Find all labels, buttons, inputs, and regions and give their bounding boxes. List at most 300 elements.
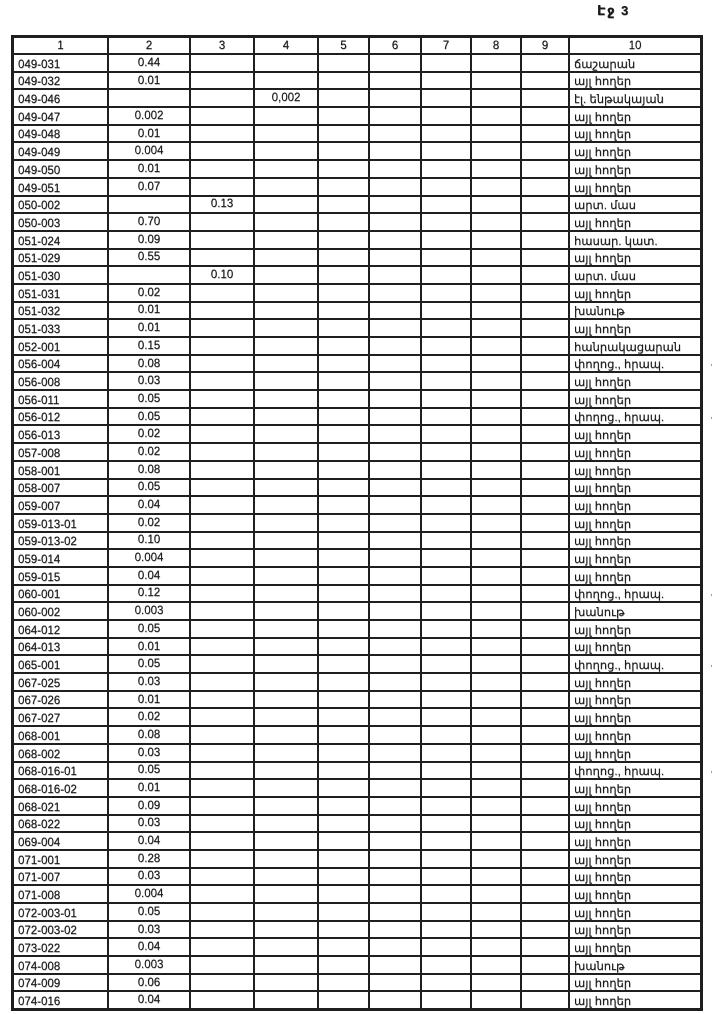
area-value-cell [254,142,318,160]
parcel-code-cell: 051-033 [13,319,108,337]
empty-cell [318,372,369,390]
column-header: 8 [471,37,521,54]
empty-cell [521,673,569,691]
empty-cell [421,302,471,320]
area-value-cell [190,249,254,267]
land-use-cell: այլ հողեր [569,425,701,443]
area-value-cell: 0.04 [108,832,190,850]
empty-cell [369,390,421,408]
area-value-cell [254,655,318,673]
area-value-cell [190,319,254,337]
area-value-cell: 0.09 [108,231,190,249]
table-row [13,885,701,903]
table-row [13,762,701,780]
land-use-cell: այլ հողեր [569,921,701,939]
table-row [13,302,701,320]
empty-cell [471,319,521,337]
empty-cell [421,443,471,461]
empty-cell [318,885,369,903]
area-value-cell [254,602,318,620]
column-header: 3 [190,37,254,54]
empty-cell [421,178,471,196]
area-value-cell [190,726,254,744]
area-value-cell [254,691,318,709]
table-row [13,196,701,214]
empty-cell [421,815,471,833]
empty-cell [421,337,471,355]
table-row [13,744,701,762]
parcel-code-cell: 059-013-01 [13,514,108,532]
area-value-cell [254,408,318,426]
empty-cell [318,408,369,426]
empty-cell [318,655,369,673]
empty-cell [318,638,369,656]
empty-cell [369,160,421,178]
parcel-code-cell: 058-001 [13,461,108,479]
parcel-code-cell: 050-003 [13,213,108,231]
area-value-cell [254,302,318,320]
area-value-cell: 0.08 [108,726,190,744]
parcel-code-cell: 067-026 [13,691,108,709]
parcel-code-cell: 064-012 [13,620,108,638]
empty-cell [369,602,421,620]
area-value-cell [108,266,190,284]
empty-cell [318,479,369,497]
table-row [13,390,701,408]
area-value-cell [190,956,254,974]
parcel-code-cell: 065-001 [13,655,108,673]
area-value-cell [190,974,254,992]
area-value-cell [190,337,254,355]
table-row [13,319,701,337]
table-body [13,54,701,1009]
empty-cell [471,797,521,815]
table-row [13,567,701,585]
land-use-cell: այլ հողեր [569,213,701,231]
area-value-cell [254,178,318,196]
parcel-code-cell: 071-008 [13,885,108,903]
area-value-cell [190,567,254,585]
empty-cell [421,691,471,709]
empty-cell [421,461,471,479]
empty-cell [421,125,471,143]
land-use-cell: այլ հողեր [569,514,701,532]
land-use-cell: փողոց., հրապ. [569,655,701,673]
area-value-cell: 0.03 [108,815,190,833]
land-use-cell: արտ. մաս [569,266,701,284]
empty-cell [369,479,421,497]
area-value-cell [190,655,254,673]
table-row [13,779,701,797]
land-use-cell: այլ հողեր [569,479,701,497]
table-row [13,620,701,638]
land-use-cell: այլ հողեր [569,708,701,726]
parcel-code-cell: 059-014 [13,549,108,567]
table-row [13,372,701,390]
land-use-cell: այլ հողեր [569,885,701,903]
area-value-cell [254,372,318,390]
area-value-cell [190,815,254,833]
area-value-cell: 0.08 [108,355,190,373]
parcel-code-cell: 059-007 [13,496,108,514]
empty-cell [471,850,521,868]
empty-cell [521,142,569,160]
empty-cell [369,196,421,214]
area-value-cell [190,125,254,143]
empty-cell [471,355,521,373]
area-value-cell [190,744,254,762]
empty-cell [521,302,569,320]
table-row [13,249,701,267]
empty-cell [318,213,369,231]
empty-cell [521,231,569,249]
empty-cell [369,72,421,90]
empty-cell [471,178,521,196]
empty-cell [318,532,369,550]
area-value-cell: 0.05 [108,903,190,921]
empty-cell [421,479,471,497]
area-value-cell [190,638,254,656]
area-value-cell: 0.01 [108,125,190,143]
empty-cell [521,956,569,974]
parcel-code-cell: 056-004 [13,355,108,373]
empty-cell [471,514,521,532]
empty-cell [471,885,521,903]
area-value-cell: 0.28 [108,850,190,868]
area-value-cell: 0.003 [108,602,190,620]
empty-cell [369,832,421,850]
area-value-cell: 0.05 [108,655,190,673]
empty-cell [471,938,521,956]
empty-cell [369,372,421,390]
land-use-cell: հասար. կատ. [569,231,701,249]
empty-cell [318,938,369,956]
area-value-cell [190,797,254,815]
empty-cell [521,708,569,726]
empty-cell [369,54,421,72]
empty-cell [318,850,369,868]
area-value-cell [254,355,318,373]
area-value-cell [254,284,318,302]
area-value-cell [190,390,254,408]
table-row [13,903,701,921]
area-value-cell [254,390,318,408]
area-value-cell [254,72,318,90]
area-value-cell [254,514,318,532]
empty-cell [471,443,521,461]
empty-cell [318,249,369,267]
land-use-cell: էլ. ենթակայան [569,89,701,107]
land-use-cell: այլ հողեր [569,620,701,638]
land-use-cell: այլ հողեր [569,974,701,992]
empty-cell [318,991,369,1009]
table-row [13,355,701,373]
table-row [13,532,701,550]
empty-cell [521,832,569,850]
empty-cell [471,726,521,744]
empty-cell [471,567,521,585]
empty-cell [471,89,521,107]
area-value-cell [254,496,318,514]
land-use-cell: փողոց., հրապ. [569,585,701,603]
area-value-cell [254,638,318,656]
area-value-cell: 0.06 [108,974,190,992]
empty-cell [521,691,569,709]
empty-cell [318,762,369,780]
empty-cell [318,868,369,886]
table-row [13,178,701,196]
empty-cell [421,514,471,532]
empty-cell [369,938,421,956]
parcel-code-cell: 071-001 [13,850,108,868]
parcel-code-cell: 049-048 [13,125,108,143]
empty-cell [471,921,521,939]
area-value-cell: 0.02 [108,443,190,461]
land-use-cell: հանրակացարան [569,337,701,355]
table-row [13,337,701,355]
area-value-cell: 0.01 [108,160,190,178]
land-use-cell: այլ հողեր [569,815,701,833]
empty-cell [369,302,421,320]
page-number-label: Էջ 3 [597,3,630,18]
empty-cell [369,655,421,673]
empty-cell [421,266,471,284]
parcel-code-cell: 052-001 [13,337,108,355]
parcel-code-cell: 068-002 [13,744,108,762]
empty-cell [521,372,569,390]
table-row [13,655,701,673]
empty-cell [471,585,521,603]
empty-cell [369,549,421,567]
empty-cell [521,89,569,107]
area-value-cell: 0.002 [108,107,190,125]
land-use-cell: այլ հողեր [569,160,701,178]
area-value-cell [190,585,254,603]
empty-cell [318,832,369,850]
empty-cell [521,726,569,744]
area-value-cell [254,567,318,585]
land-use-cell: այլ հողեր [569,372,701,390]
empty-cell [421,602,471,620]
land-use-cell: այլ հողեր [569,549,701,567]
empty-cell [521,54,569,72]
table-row [13,461,701,479]
area-value-cell: 0.004 [108,549,190,567]
area-value-cell: 0,002 [254,89,318,107]
empty-cell [318,956,369,974]
area-value-cell [108,89,190,107]
empty-cell [369,496,421,514]
table-row [13,708,701,726]
empty-cell [318,425,369,443]
empty-cell [421,850,471,868]
empty-cell [471,956,521,974]
table-row [13,549,701,567]
parcel-code-cell: 068-016-02 [13,779,108,797]
empty-cell [369,532,421,550]
area-value-cell [190,938,254,956]
empty-cell [369,815,421,833]
empty-cell [421,231,471,249]
empty-cell [369,355,421,373]
column-header: 5 [318,37,369,54]
column-header: 10 [569,37,701,54]
empty-cell [421,249,471,267]
empty-cell [318,231,369,249]
area-value-cell [190,885,254,903]
column-header: 9 [521,37,569,54]
parcel-code-cell: 049-051 [13,178,108,196]
empty-cell [521,249,569,267]
area-value-cell: 0.02 [108,514,190,532]
table-row [13,974,701,992]
empty-cell [471,302,521,320]
empty-cell [421,372,471,390]
empty-cell [521,425,569,443]
area-value-cell: 0.04 [108,991,190,1009]
area-value-cell [254,708,318,726]
parcel-code-cell: 050-002 [13,196,108,214]
empty-cell [521,496,569,514]
area-value-cell [190,496,254,514]
empty-cell [318,54,369,72]
area-value-cell: 0.01 [108,691,190,709]
table-row [13,832,701,850]
area-value-cell [190,921,254,939]
area-value-cell: 0.05 [108,762,190,780]
table-row [13,514,701,532]
empty-cell [521,213,569,231]
empty-cell [318,974,369,992]
empty-cell [421,142,471,160]
parcel-code-cell: 060-002 [13,602,108,620]
empty-cell [471,903,521,921]
area-value-cell [190,425,254,443]
area-value-cell [190,302,254,320]
area-value-cell [190,461,254,479]
empty-cell [471,691,521,709]
area-value-cell [254,956,318,974]
parcel-code-cell: 056-012 [13,408,108,426]
table-row [13,991,701,1009]
table-row [13,726,701,744]
empty-cell [318,72,369,90]
empty-cell [521,620,569,638]
empty-cell [521,868,569,886]
empty-cell [318,602,369,620]
empty-cell [421,585,471,603]
empty-cell [471,479,521,497]
empty-cell [318,337,369,355]
land-use-cell: խանութ [569,956,701,974]
area-value-cell: 0.01 [108,302,190,320]
table-row [13,443,701,461]
table-row [13,797,701,815]
parcel-code-cell: 051-024 [13,231,108,249]
parcel-code-cell: 074-009 [13,974,108,992]
table-header-row [13,37,701,54]
land-use-cell: այլ հողեր [569,903,701,921]
table-row [13,938,701,956]
area-value-cell [254,213,318,231]
area-value-cell [254,620,318,638]
empty-cell [318,815,369,833]
empty-cell [421,938,471,956]
empty-cell [521,178,569,196]
area-value-cell [108,196,190,214]
area-value-cell: 0.004 [108,885,190,903]
empty-cell [471,673,521,691]
empty-cell [471,461,521,479]
empty-cell [369,408,421,426]
land-use-cell: այլ հողեր [569,178,701,196]
area-value-cell [190,868,254,886]
empty-cell [421,213,471,231]
empty-cell [471,160,521,178]
empty-cell [369,231,421,249]
empty-cell [521,762,569,780]
empty-cell [369,89,421,107]
empty-cell [521,991,569,1009]
parcel-code-cell: 049-032 [13,72,108,90]
area-value-cell: 0.01 [108,72,190,90]
empty-cell [471,762,521,780]
empty-cell [369,903,421,921]
empty-cell [318,549,369,567]
parcel-code-cell: 073-022 [13,938,108,956]
empty-cell [471,408,521,426]
empty-cell [471,231,521,249]
empty-cell [521,921,569,939]
parcel-code-cell: 051-032 [13,302,108,320]
empty-cell [318,567,369,585]
area-value-cell: 0.01 [108,638,190,656]
empty-cell [471,708,521,726]
table-row [13,691,701,709]
parcel-code-cell: 068-016-01 [13,762,108,780]
empty-cell [318,142,369,160]
area-value-cell: 0.10 [190,266,254,284]
empty-cell [471,638,521,656]
land-use-cell: այլ հողեր [569,319,701,337]
empty-cell [471,266,521,284]
area-value-cell [190,514,254,532]
empty-cell [318,691,369,709]
empty-cell [521,266,569,284]
area-value-cell [190,479,254,497]
empty-cell [369,620,421,638]
table-row [13,850,701,868]
empty-cell [471,549,521,567]
empty-cell [421,797,471,815]
empty-cell [471,213,521,231]
empty-cell [521,107,569,125]
empty-cell [471,602,521,620]
area-value-cell [190,213,254,231]
land-use-cell: այլ հողեր [569,567,701,585]
empty-cell [471,142,521,160]
column-header: 4 [254,37,318,54]
area-value-cell [254,231,318,249]
empty-cell [521,160,569,178]
area-value-cell [254,443,318,461]
area-value-cell [190,762,254,780]
area-value-cell [254,54,318,72]
area-value-cell [190,708,254,726]
area-value-cell: 0.03 [108,868,190,886]
empty-cell [421,284,471,302]
empty-cell [521,196,569,214]
